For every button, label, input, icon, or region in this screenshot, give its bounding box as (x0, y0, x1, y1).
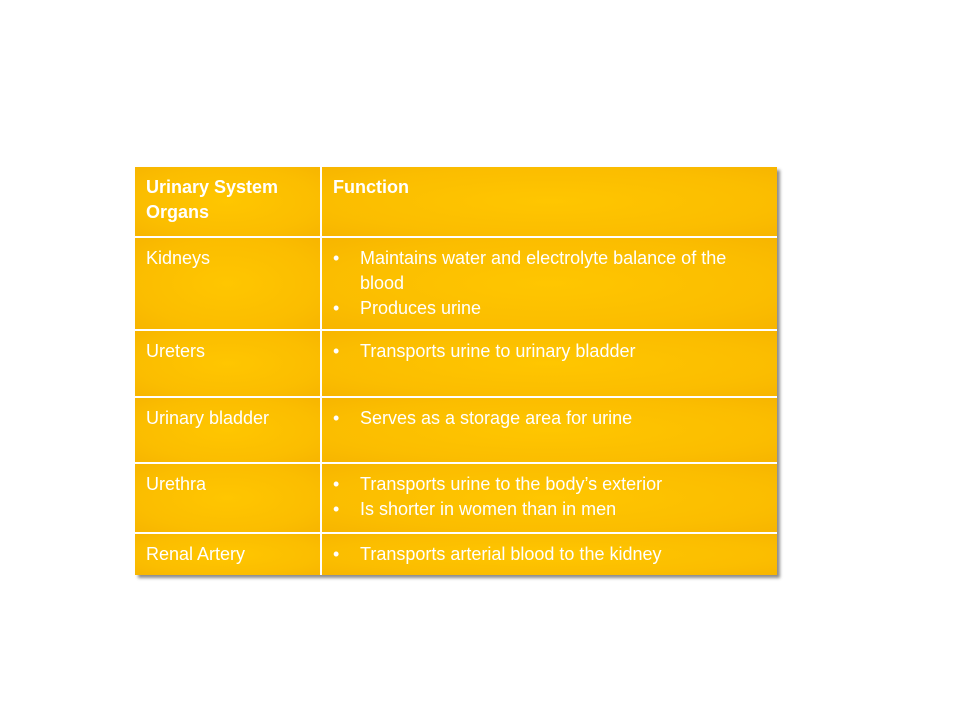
header-organs: Urinary System Organs (135, 167, 321, 237)
table-row (135, 463, 777, 533)
function-item: • Transports urine to urinary bladder (333, 339, 767, 364)
organ-cell: Urethra (135, 463, 321, 533)
function-list (333, 406, 767, 431)
function-item: • Produces urine (333, 296, 767, 321)
table-row (135, 397, 777, 463)
function-list (333, 472, 767, 522)
table-header-row (135, 167, 777, 237)
organ-cell: Urinary bladder (135, 397, 321, 463)
function-cell (321, 330, 777, 397)
function-item: • Transports arterial blood to the kidney (333, 542, 767, 567)
function-item: • Is shorter in women than in men (333, 497, 767, 522)
function-cell (321, 397, 777, 463)
table-row (135, 533, 777, 575)
organ-cell: Renal Artery (135, 533, 321, 575)
organ-cell: Ureters (135, 330, 321, 397)
table-row (135, 330, 777, 397)
function-list (333, 339, 767, 364)
function-list (333, 246, 767, 321)
organ-cell: Kidneys (135, 237, 321, 330)
urinary-organs-table (135, 167, 777, 575)
organ-table-container (135, 167, 777, 575)
function-cell (321, 463, 777, 533)
function-item: • Serves as a storage area for urine (333, 406, 767, 431)
function-list (333, 542, 767, 567)
function-cell (321, 237, 777, 330)
function-cell (321, 533, 777, 575)
table-row (135, 237, 777, 330)
function-item: • Transports urine to the body’s exterior (333, 472, 767, 497)
header-function: Function (321, 167, 777, 237)
function-item: • Maintains water and electrolyte balance of the blood (333, 246, 767, 296)
